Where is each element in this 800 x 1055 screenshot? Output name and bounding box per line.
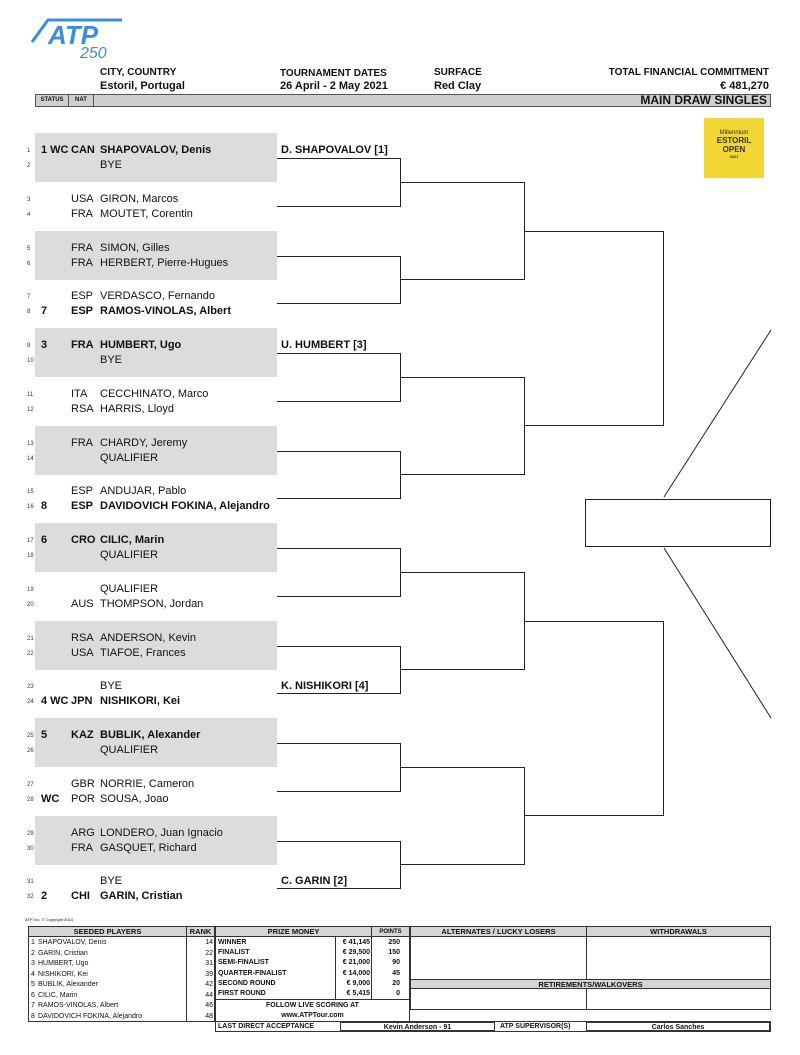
draw-name: CECCHINATO, Marco (100, 387, 209, 400)
draw-num: 26 (27, 748, 34, 754)
draw-num: 3 (27, 196, 31, 203)
draw-name: BYE (100, 875, 123, 888)
draw-nat: CHI (71, 890, 90, 903)
draw-nat: CAN (71, 144, 95, 156)
draw-num: 7 (27, 294, 31, 301)
prize-money-table (215, 926, 410, 1022)
prize-money: € 21,000 (342, 959, 370, 967)
draw-num: 11 (27, 391, 34, 398)
draw-nat: CRO (71, 534, 96, 546)
draw-name: DAVIDOVICH FOKINA, Alejandro (100, 500, 270, 513)
seeded-rank: 46 (205, 1002, 213, 1009)
draw-name: QUALIFIER (100, 744, 159, 756)
draw-nat: FRA (71, 256, 93, 269)
prize-money: € 9,000 (346, 979, 370, 987)
alternates-withdrawals-table (410, 926, 771, 1010)
city-label: CITY, COUNTRY (100, 67, 177, 78)
seeded-name: CILIC, Marin (38, 991, 78, 999)
draw-name: ANDERSON, Kevin (100, 631, 196, 644)
prize-points: 90 (392, 959, 400, 967)
estoril-open-logo: Millennium ESTORIL OPEN 2021 (704, 118, 764, 178)
prize-round: QUARTER-FINALIST (218, 969, 287, 977)
prize-points: 150 (388, 949, 400, 957)
prize-title: PRIZE MONEY (216, 927, 371, 937)
seeded-rank: 48 (205, 1012, 213, 1020)
prize-round: SEMI-FINALIST (218, 959, 269, 967)
draw-name: CHARDY, Jeremy (100, 436, 188, 449)
draw-num: 2 (27, 163, 31, 169)
draw-nat: ESP (71, 305, 94, 318)
draw-num: 28 (27, 796, 34, 803)
draw-nat: AUS (71, 597, 94, 610)
seeded-n: 3 (31, 960, 35, 967)
supervisor-label: ATP SUPERVISOR(S) (500, 1023, 571, 1030)
draw-name: HUMBERT, Ugo (100, 339, 182, 351)
follow-line-1: FOLLOW LIVE SCORING AT (266, 1002, 359, 1009)
draw-name: SIMON, Gilles (100, 241, 170, 254)
draw-name: TIAFOE, Frances (100, 646, 186, 659)
seeded-rank: 42 (205, 981, 213, 988)
logo-text: ATP (48, 20, 99, 50)
footer-row (215, 1021, 771, 1032)
lda-value: Kevin Anderson - 91 (340, 1022, 495, 1031)
seeded-name: GARIN, Cristian (38, 949, 88, 957)
draw-seed: 8 (41, 500, 48, 513)
draw-name: THOMPSON, Jordan (100, 597, 204, 610)
draw-num: 32 (27, 894, 34, 901)
draw-title: MAIN DRAW SINGLES (640, 93, 767, 107)
draw-name: SOUSA, Joao (100, 792, 169, 805)
draw-seed: 4 WC (41, 695, 69, 708)
surface-value: Red Clay (434, 80, 482, 92)
draw-name: HERBERT, Pierre-Hugues (100, 256, 229, 269)
draw-name: GARIN, Cristian (100, 890, 183, 903)
r2-winner-label: D. SHAPOVALOV [1] (281, 144, 388, 156)
seeded-n: 2 (31, 949, 35, 957)
copyright: ATP, Inc. © Copyright 2014 (25, 917, 73, 922)
seeded-players-table (28, 926, 215, 1022)
draw-nat: ESP (71, 485, 94, 498)
surface-label: SURFACE (434, 67, 482, 78)
draw-num: 19 (27, 586, 34, 593)
draw-nat: FRA (71, 841, 93, 854)
seeded-rank: 39 (205, 970, 213, 978)
prize-round: FINALIST (218, 949, 250, 957)
draw-name: SHAPOVALOV, Denis (100, 144, 212, 156)
draw-nat: ESP (71, 500, 94, 513)
draw-name: BYE (100, 354, 123, 366)
draw-name: CILIC, Marin (100, 534, 165, 546)
draw-name: HARRIS, Lloyd (100, 402, 174, 415)
draw-name: QUALIFIER (100, 451, 159, 464)
draw-nat: FRA (71, 207, 93, 220)
draw-name: BYE (100, 159, 123, 171)
draw-num: 12 (27, 406, 34, 413)
draw-nat: POR (71, 792, 95, 805)
seeded-n: 8 (31, 1012, 35, 1020)
draw-num: 8 (27, 309, 31, 316)
draw-num: 27 (27, 781, 34, 788)
draw-name: GIRON, Marcos (100, 192, 179, 205)
commitment-label: TOTAL FINANCIAL COMMITMENT (608, 67, 769, 78)
alternates-title: ALTERNATES / LUCKY LOSERS (411, 927, 586, 937)
seeded-rank: 14 (205, 939, 213, 946)
draw-name: ANDUJAR, Pablo (100, 485, 187, 498)
prize-money: € 41,145 (342, 939, 370, 946)
draw-nat: ARG (71, 826, 95, 839)
seeded-rank: 44 (205, 991, 213, 999)
draw-name: QUALIFIER (100, 582, 159, 595)
draw-name: QUALIFIER (100, 549, 159, 561)
prize-round: SECOND ROUND (218, 979, 276, 987)
seeded-name: HUMBERT, Ugo (38, 960, 89, 967)
dates-value: 26 April - 2 May 2021 (280, 80, 388, 92)
draw-nat: JPN (71, 695, 93, 708)
draw-num: 18 (27, 553, 34, 559)
draw-name: GASQUET, Richard (100, 841, 197, 854)
lda-label: LAST DIRECT ACCEPTANCE (218, 1023, 315, 1030)
city-value: Estoril, Portugal (100, 80, 185, 92)
draw-num: 29 (27, 830, 34, 837)
draw-num: 14 (27, 455, 34, 462)
draw-name: NISHIKORI, Kei (100, 695, 181, 708)
draw-name: RAMOS-VINOLAS, Albert (100, 305, 231, 318)
draw-num: 23 (27, 684, 34, 691)
draw-num: 20 (27, 601, 34, 608)
draw-nat: RSA (71, 631, 94, 644)
draw-num: 5 (27, 245, 31, 252)
draw-nat: USA (71, 646, 94, 659)
draw-num: 30 (27, 845, 34, 852)
nat-column-header: NAT (68, 94, 94, 107)
draw-seed: 7 (41, 305, 48, 318)
draw-name: VERDASCO, Fernando (100, 290, 215, 303)
seeded-rank: 31 (205, 960, 213, 967)
seeded-name: SHAPOVALOV, Denis (38, 939, 107, 946)
draw-num: 1 (27, 148, 31, 154)
prize-points: 45 (392, 969, 400, 977)
draw-name: BYE (100, 680, 123, 693)
draw-num: 17 (27, 538, 34, 544)
prize-points: 20 (392, 979, 400, 987)
draw-num: 15 (27, 489, 34, 496)
dates-label: TOURNAMENT DATES (280, 68, 387, 79)
prize-points: 0 (396, 990, 400, 997)
seeded-name: NISHIKORI, Kei (38, 970, 88, 978)
draw-num: 24 (27, 699, 34, 706)
seeded-n: 6 (31, 991, 35, 999)
draw-num: 9 (27, 343, 31, 349)
draw-seed: 1 WC (41, 144, 69, 156)
draw-nat: ESP (71, 290, 94, 303)
rank-title: RANK (186, 927, 214, 937)
draw-nat: FRA (71, 339, 94, 351)
retirements-title: RETIREMENTS/WALKOVERS (411, 979, 770, 989)
prize-round: WINNER (218, 939, 247, 946)
prize-points: 250 (388, 939, 400, 946)
draw-nat: KAZ (71, 729, 94, 741)
follow-line-2: www.ATPTour.com (281, 1012, 344, 1019)
draw-seed: 3 (41, 339, 48, 351)
draw-nat: FRA (71, 436, 93, 449)
prize-money: € 29,500 (342, 949, 370, 957)
draw-nat: ITA (71, 387, 88, 400)
draw-nat: USA (71, 192, 94, 205)
draw-seed: 2 (41, 890, 48, 903)
seeded-n: 7 (31, 1002, 35, 1009)
seeded-n: 5 (31, 981, 35, 988)
seeded-name: RAMOS-VINOLAS, Albert (38, 1002, 119, 1009)
draw-num: 22 (27, 650, 34, 657)
r2-winner-label: U. HUMBERT [3] (281, 339, 367, 351)
draw-num: 16 (27, 504, 34, 511)
draw-nat: RSA (71, 402, 94, 415)
supervisor-value: Carlos Sanches (586, 1022, 770, 1031)
draw-name: LONDERO, Juan Ignacio (100, 826, 223, 839)
seeded-name: BUBLIK, Alexander (38, 981, 98, 988)
draw-seed: 6 (41, 534, 48, 546)
draw-name: MOUTET, Corentin (100, 207, 193, 220)
seeded-title: SEEDED PLAYERS (29, 927, 186, 937)
draw-name: NORRIE, Cameron (100, 777, 195, 790)
draw-nat: GBR (71, 777, 95, 790)
prize-money: € 14,000 (342, 969, 370, 977)
draw-num: 13 (27, 440, 34, 447)
seeded-n: 1 (31, 939, 35, 946)
champion-box (585, 499, 771, 547)
draw-num: 31 (27, 879, 34, 886)
withdrawals-title: WITHDRAWALS (586, 927, 770, 937)
draw-num: 10 (27, 358, 34, 364)
draw-nat: FRA (71, 241, 93, 254)
seeded-rank: 22 (205, 949, 213, 957)
r2-winner-label: K. NISHIKORI [4] (281, 680, 369, 693)
points-title: POINTS (371, 927, 409, 937)
draw-seed: 5 (41, 729, 48, 741)
prize-round: FIRST ROUND (218, 990, 266, 997)
logo-sub: 250 (80, 45, 107, 60)
draw-num: 21 (27, 635, 34, 642)
draw-num: 6 (27, 260, 31, 267)
commitment-value: € 481,270 (720, 80, 769, 92)
draw-num: 25 (27, 733, 34, 739)
seeded-name: DAVIDOVICH FOKINA, Alejandro (38, 1012, 143, 1020)
draw-seed: WC (41, 792, 60, 805)
draw-num: 4 (27, 211, 31, 218)
seeded-n: 4 (31, 970, 35, 978)
prize-money: € 5,415 (346, 990, 370, 997)
r2-winner-label: C. GARIN [2] (281, 875, 347, 888)
draw-name: BUBLIK, Alexander (100, 729, 201, 741)
status-column-header: STATUS (35, 94, 69, 107)
